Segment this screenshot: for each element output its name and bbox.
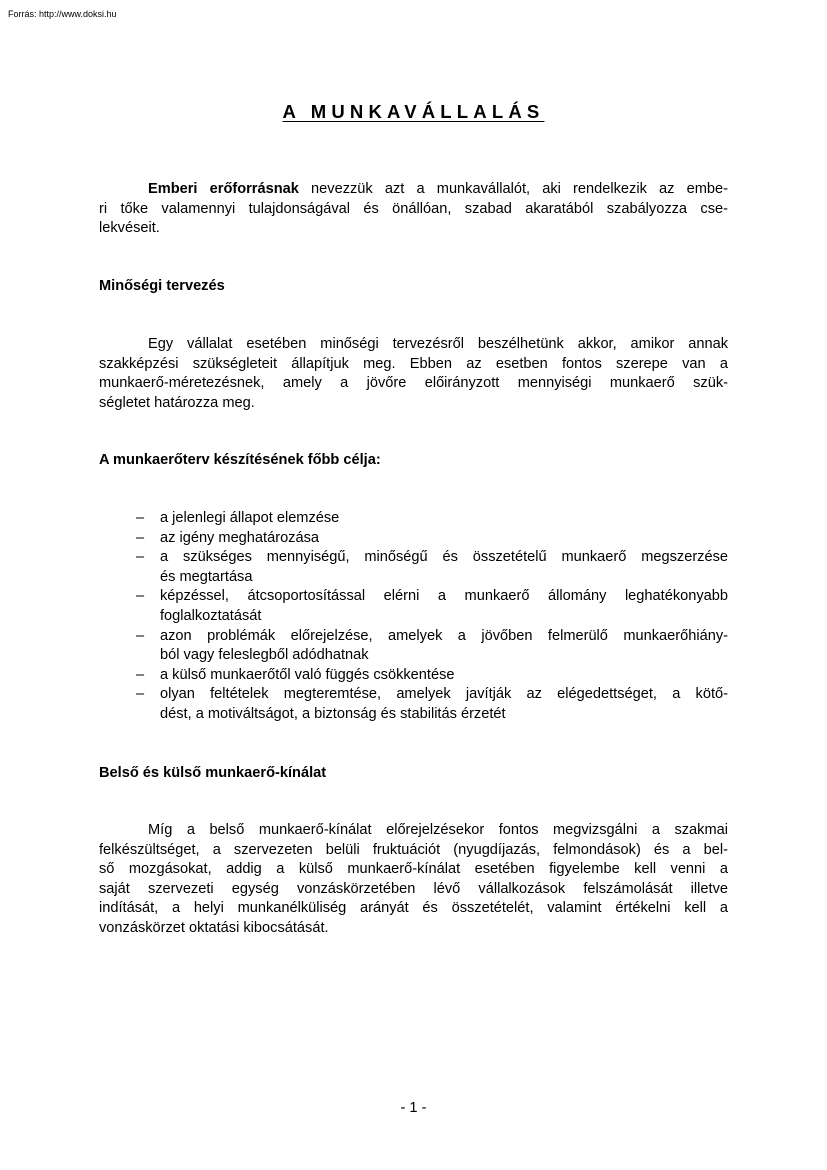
dash-bullet: – <box>136 666 145 683</box>
intro-line-1-text: nevezzük azt a munkavállalót, aki rendelkezik az embe- <box>298 181 728 197</box>
goals-list <box>99 509 728 725</box>
list-item-text: képzéssel, átcsoportosítással elérni a munkaerő állomány leghatékonyabb <box>160 588 728 605</box>
list-item-text: foglalkoztatását <box>160 607 262 624</box>
list-item <box>99 548 728 587</box>
section-heading-workforce-plan: A munkaerőterv készítésének főbb célja: <box>99 452 381 468</box>
list-item-text: az igény meghatározása <box>160 529 320 546</box>
list-item-text: azon problémák előrejelzése, amelyek a jövőben felmerülő munkaerőhiány- <box>160 627 728 644</box>
page-number: - 1 - <box>400 1100 427 1116</box>
intro-term: Emberi erőforrásnak <box>148 181 299 197</box>
paragraph-line: vonzáskörzet oktatási kibocsátását. <box>99 919 329 936</box>
list-item-text: a jelenlegi állapot elemzése <box>160 510 340 526</box>
quality-planning-paragraph <box>99 335 728 413</box>
list-item-text: a külső munkaerőtől való függés csökkentése <box>160 666 455 683</box>
dash-bullet: – <box>136 686 145 703</box>
list-item <box>99 529 728 549</box>
intro-line-3: lekvéseit. <box>99 220 160 237</box>
intro-line-1 <box>99 180 728 200</box>
dash-bullet: – <box>136 627 145 644</box>
list-item <box>99 685 728 724</box>
list-item <box>99 509 728 529</box>
paragraph-line: saját szervezeti egység vonzáskörzetében lévő vállalkozások felszámolását illetve <box>99 880 728 897</box>
page-title: A MUNKAVÁLLALÁS <box>282 101 545 122</box>
dash-bullet: – <box>136 588 145 605</box>
source-label: Forrás: http://www.doksi.hu <box>8 9 117 19</box>
list-item <box>99 587 728 626</box>
paragraph-line: Míg a belső munkaerő-kínálat előrejelzésekor fontos megvizsgálni a szakmai <box>148 822 728 838</box>
paragraph-line: ső mozgásokat, addig a külső munkaerő-kínálat esetében figyelembe kell venni a <box>99 861 728 878</box>
paragraph-line: munkaerő-méretezésnek, amely a jövőre előirányzott mennyiségi munkaerő szük- <box>99 375 728 392</box>
paragraph-line: felkészültséget, a szervezeten belüli fruktuációt (nyugdíjazás, felmondások) és a bel- <box>99 841 728 858</box>
paragraph-line: Egy vállalat esetében minőségi tervezésről beszélhetünk akkor, amikor annak <box>148 336 728 352</box>
list-item-text: a szükséges mennyiségű, minőségű és összetételű munkaerő megszerzése <box>160 549 728 566</box>
paragraph-line: szakképzési szükségleteit állapítjuk meg. Ebben az esetben fontos szerepe van a <box>99 355 728 372</box>
paragraph-line: ségletet határozza meg. <box>99 394 255 411</box>
list-item <box>99 666 728 686</box>
intro-line-2: ri tőke valamennyi tulajdonságával és önállóan, szabad akaratából szabályozza cse- <box>99 200 728 217</box>
labour-supply-paragraph <box>99 821 728 939</box>
dash-bullet: – <box>136 510 145 526</box>
dash-bullet: – <box>136 529 145 546</box>
intro-paragraph <box>99 180 728 239</box>
list-item-text: és megtartása <box>160 568 253 585</box>
section-heading-labour-supply: Belső és külső munkaerő-kínálat <box>99 765 327 781</box>
list-item-text: dést, a motiváltságot, a biztonság és stabilitás érzetét <box>160 705 506 722</box>
list-item <box>99 627 728 666</box>
paragraph-line: indítását, a helyi munkanélküliség arányát és összetételét, valamint értékelni kell a <box>99 900 728 917</box>
dash-bullet: – <box>136 549 145 566</box>
list-item-text: olyan feltételek megteremtése, amelyek javítják az elégedettséget, a kötő- <box>160 686 728 703</box>
section-heading-quality-planning: Minőségi tervezés <box>99 278 225 294</box>
list-item-text: ból vagy feleslegből adódhatnak <box>160 647 369 664</box>
